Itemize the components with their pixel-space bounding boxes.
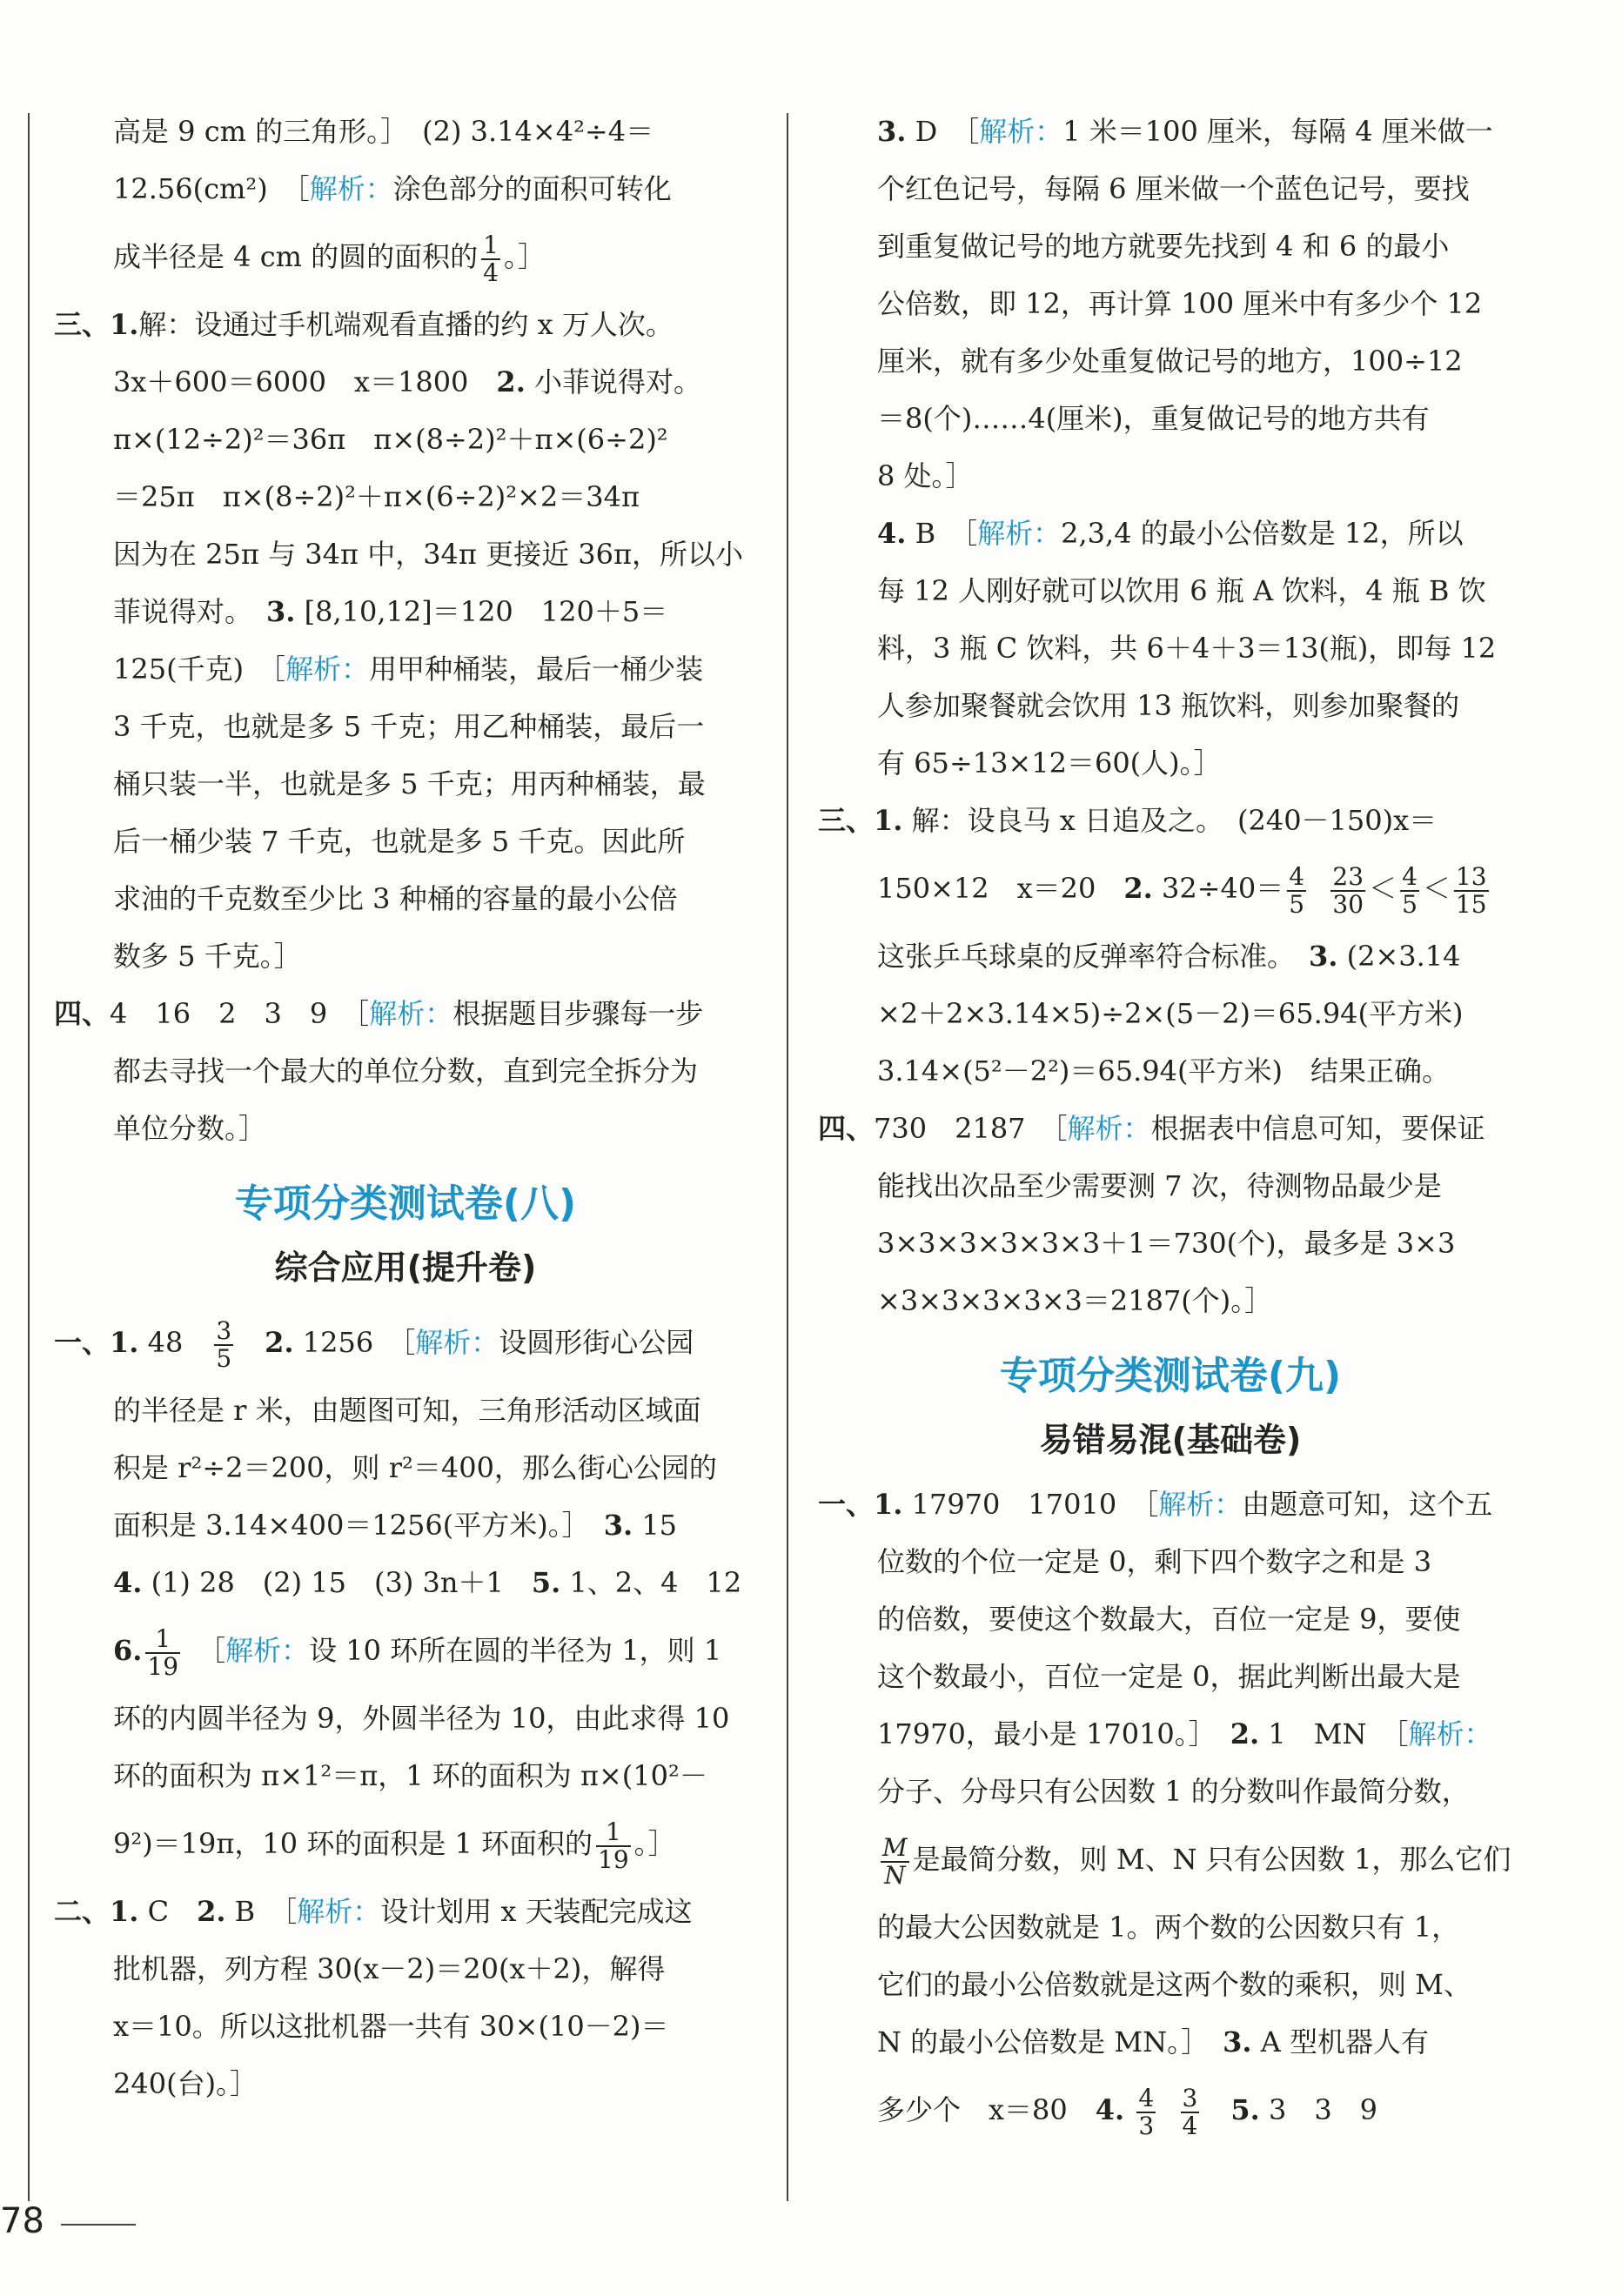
- analysis-tag: 解析：: [309, 172, 393, 205]
- left-margin-rule: [28, 113, 30, 2201]
- fraction: $\frac{23}{30}$: [1332, 861, 1364, 919]
- analysis-tag: 解析：: [977, 517, 1062, 550]
- answer-line: 人参加聚餐就会饮用 13 瓶饮料，则参加聚餐的: [877, 689, 1460, 722]
- answer-line: 料，3 瓶 C 饮料，共 6＋4＋3＝13(瓶)，即每 12: [877, 632, 1497, 665]
- section-label: 四、: [818, 1112, 875, 1145]
- answer-line: 积是 r²÷2＝200，则 r²＝400，那么街心公园的: [113, 1451, 717, 1484]
- answer-line: 12.56(cm²) ［解析：涂色部分的面积可转化: [113, 172, 672, 205]
- answer-line: 求油的千克数至少比 3 种桶的容量的最小公倍: [113, 882, 678, 915]
- section-label: 三、1.: [54, 308, 139, 341]
- answer-line: 9²)＝19π，10 环的面积是 1 环面积的 $\frac{1}{19}$ 。］: [113, 1817, 676, 1874]
- answer-line: 环的内圆半径为 9，外圆半径为 10，由此求得 10: [113, 1702, 730, 1735]
- analysis-tag: 解析：: [225, 1634, 310, 1667]
- fraction: $\frac{1}{4}$: [483, 230, 499, 287]
- test-subtitle-9: 易错易混(基础卷): [1039, 1421, 1302, 1459]
- center-column-rule: [787, 113, 788, 2201]
- answer-line: 批机器，列方程 30(x－2)＝20(x＋2)，解得: [113, 1952, 666, 1985]
- answer-line: 的倍数，要使这个数最大，百位一定是 9，要使: [877, 1603, 1461, 1636]
- answer-line: 厘米，就有多少处重复做记号的地方，100÷12: [877, 345, 1463, 378]
- answer-line: π×(12÷2)²＝36π π×(8÷2)²＋π×(6÷2)²: [113, 423, 668, 456]
- fraction: $\frac{4}{5}$: [1402, 861, 1418, 919]
- answer-line: 面积是 3.14×400＝1256(平方米)。］ 3. 15: [113, 1509, 678, 1542]
- answer-line: 因为在 25π 与 34π 中，34π 更接近 36π，所以小: [113, 538, 744, 571]
- analysis-tag: 解析：: [415, 1326, 499, 1359]
- section-three-start: 三、1. 解：设良马 x 日追及之。 (240－150)x＝: [818, 804, 1438, 837]
- answer-line: 都去寻找一个最大的单位分数，直到完全拆分为: [113, 1054, 699, 1088]
- test-subtitle-8: 综合应用(提升卷): [274, 1248, 537, 1287]
- section-label: 三、1.: [818, 804, 903, 837]
- fraction: $\frac{3}{4}$: [1182, 2083, 1198, 2140]
- test-title-9: 专项分类测试卷(九): [999, 1354, 1342, 1398]
- answer-line: 3×3×3×3×3×3＋1＝730(个)，最多是 3×3: [877, 1227, 1456, 1260]
- answer-line: ＝8(个)……4(厘米)，重复做记号的地方共有: [877, 402, 1430, 435]
- fraction: $\frac{3}{5}$: [216, 1315, 232, 1373]
- section-label: 四、: [54, 997, 111, 1030]
- answer-line: 环的面积为 π×1²＝π，1 环的面积为 π×(10²－: [113, 1759, 707, 1792]
- answer-line: 菲说得对。 3. [8,10,12]＝120 120＋5＝: [113, 595, 668, 628]
- section-three-start: 三、1.解：设通过手机端观看直播的约 x 万人次。: [54, 308, 674, 341]
- analysis-tag: 解析：: [1067, 1112, 1151, 1145]
- answer-line: 4. (1) 28 (2) 15 (3) 3n＋1 5. 1、2、4 12: [113, 1566, 742, 1599]
- fraction: $\frac{1}{19}$: [147, 1623, 179, 1681]
- answer-line: 后一桶少装 7 千克，也就是多 5 千克。因此所: [113, 825, 686, 858]
- right-column: [818, 103, 1523, 2149]
- section-four-start: 四、730 2187 ［解析：根据表中信息可知，要保证: [818, 1112, 1485, 1145]
- answer-line: 高是 9 cm 的三角形。］ (2) 3.14×4²÷4＝: [113, 115, 654, 148]
- fraction: $\frac{4}{3}$: [1138, 2083, 1155, 2140]
- section-one-start: 一、1. 17970 17010 ［解析：由题意可知，这个五: [818, 1488, 1493, 1521]
- section-one-start: 一、1. 48 $\frac{3}{5}$ 2. 1256 ［解析：设圆形街心公园: [54, 1315, 694, 1373]
- answer-line: 150×12 x＝20 2. 32÷40＝ $\frac{4}{5}$ $\frac{23}{30}$ ＜ $\frac{4}{5}$ ＜ $\frac{13}{15}$: [877, 861, 1487, 919]
- answer-line: 125(千克) ［解析：用甲种桶装，最后一桶少装: [113, 653, 704, 686]
- answer-line: N 的最小公倍数是 MN。］ 3. A 型机器人有: [877, 2025, 1429, 2058]
- answer-line: 8 处。］: [877, 459, 974, 492]
- answer-line: 17970，最小是 17010。］ 2. 1 MN ［解析：: [877, 1717, 1492, 1750]
- page-number-rule: [61, 2224, 136, 2226]
- answer-line: 个红色记号，每隔 6 厘米做一个蓝色记号，要找: [877, 172, 1470, 205]
- analysis-tag: 解析：: [285, 653, 370, 686]
- answer-line: 它们的最小公倍数就是这两个数的乘积，则 M、: [877, 1968, 1471, 2001]
- section-label: 一、1.: [818, 1488, 903, 1521]
- analysis-tag: 解析：: [369, 997, 453, 1030]
- answer-line: 分子、分母只有公因数 1 的分数叫作最简分数，: [877, 1775, 1470, 1808]
- section-label: 一、1.: [54, 1326, 139, 1359]
- answer-line: 数多 5 千克。］: [113, 940, 302, 973]
- fraction: $\frac{1}{19}$: [598, 1817, 629, 1874]
- answer-line: 4. B ［解析：2,3,4 的最小公倍数是 12，所以: [877, 517, 1464, 550]
- answer-line: 有 65÷13×12＝60(人)。］: [877, 746, 1222, 780]
- answer-line: 多少个 x＝80 4. $\frac{4}{3}$ $\frac{3}{4}$ 5. 3 3 9: [877, 2083, 1378, 2140]
- analysis-tag: 解析：: [979, 115, 1063, 148]
- answer-line: 这个数最小，百位一定是 0，据此判断出最大是: [877, 1660, 1461, 1693]
- fraction: $\frac{4}{5}$: [1289, 861, 1305, 919]
- left-column: [54, 103, 757, 2112]
- answer-line: 的最大公因数就是 1。两个数的公因数只有 1，: [877, 1911, 1460, 1944]
- section-label: 二、1.: [54, 1895, 139, 1928]
- answer-line: ×2＋2×3.14×5)÷2×(5－2)＝65.94(平方米): [877, 997, 1464, 1030]
- answer-line: 单位分数。］: [113, 1112, 267, 1145]
- answer-line: ＝25π π×(8÷2)²＋π×(6÷2)²×2＝34π: [113, 480, 640, 513]
- answer-line: 公倍数，即 12，再计算 100 厘米中有多少个 12: [877, 287, 1483, 320]
- answer-line: 位数的个位一定是 0，剩下四个数字之和是 3: [877, 1545, 1432, 1578]
- answer-line: 到重复做记号的地方就要先找到 4 和 6 的最小: [877, 230, 1450, 263]
- answer-line: 3.14×(5²－2²)＝65.94(平方米) 结果正确。: [877, 1054, 1450, 1088]
- answer-line: 6. $\frac{1}{19}$ ［解析：设 10 环所在圆的半径为 1，则 1: [113, 1623, 722, 1681]
- answer-line: 240(台)。］: [113, 2067, 258, 2100]
- analysis-tag: 解析：: [1408, 1717, 1492, 1750]
- answer-line: x＝10。所以这批机器一共有 30×(10－2)＝: [113, 2010, 669, 2043]
- page-number: 78: [0, 2201, 44, 2241]
- answer-line: 的半径是 r 米，由题图可知，三角形活动区域面: [113, 1394, 701, 1427]
- test-title-8: 专项分类测试卷(八): [234, 1181, 577, 1226]
- answer-line: 能找出次品至少需要测 7 次，待测物品最少是: [877, 1169, 1442, 1202]
- answer-line: ×3×3×3×3×3＝2187(个)。］: [877, 1284, 1273, 1317]
- fraction: $\frac{13}{15}$: [1455, 861, 1487, 919]
- answer-line: $\frac{M}{N}$ 是最简分数，则 M、N 只有公因数 1，那么它们: [882, 1832, 1511, 1890]
- answer-line: 3x＋600＝6000 x＝1800 2. 小菲说得对。: [113, 365, 702, 398]
- analysis-tag: 解析：: [297, 1895, 381, 1928]
- answer-line: 3 千克，也就是多 5 千克；用乙种桶装，最后一: [113, 710, 705, 743]
- analysis-tag: 解析：: [1158, 1488, 1243, 1521]
- answer-line: 这张乒乓球桌的反弹率符合标准。 3. (2×3.14: [877, 940, 1461, 973]
- fraction: $\frac{M}{N}$: [882, 1832, 908, 1890]
- answer-line: 桶只装一半，也就是多 5 千克；用丙种桶装，最: [113, 767, 706, 800]
- section-four-start: 四、4 16 2 3 9 ［解析：根据题目步骤每一步: [54, 997, 704, 1030]
- answer-line: 3. D ［解析：1 米＝100 厘米，每隔 4 厘米做一: [877, 115, 1493, 148]
- answer-line: 成半径是 4 cm 的圆的面积的 $\frac{1}{4}$ 。］: [113, 230, 546, 287]
- answer-line: 每 12 人刚好就可以饮用 6 瓶 A 饮料，4 瓶 B 饮: [877, 574, 1486, 607]
- section-two-start: 二、1. C 2. B ［解析：设计划用 x 天装配完成这: [54, 1895, 693, 1928]
